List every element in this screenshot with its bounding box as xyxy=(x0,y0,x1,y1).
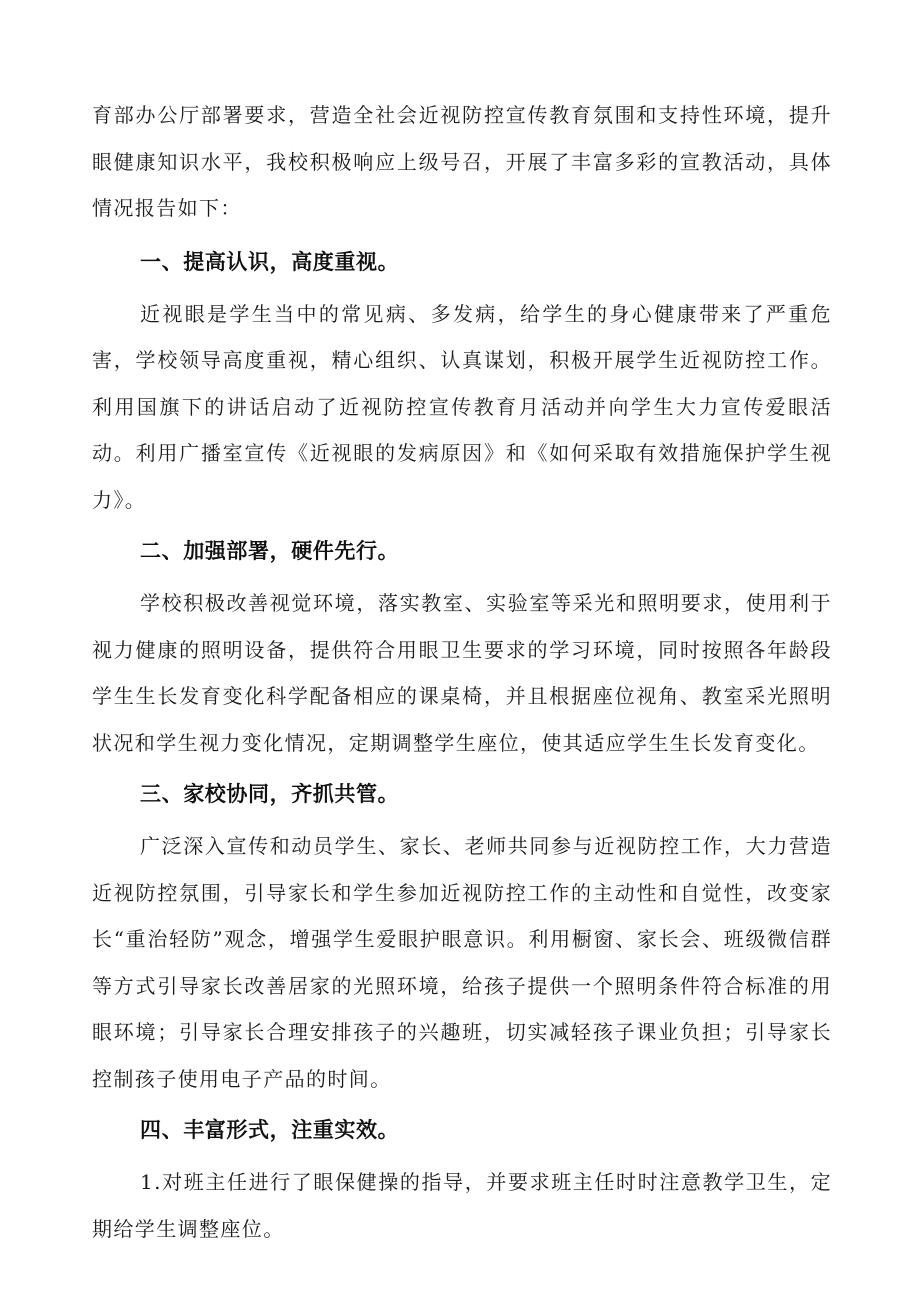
section-2-body: 学校积极改善视觉环境，落实教室、实验室等采光和照明要求，使用利于视力健康的照明设备，提供符合用眼卫生要求的学习环境，同时按照各年龄段学生生长发育变化科学配备相应的课桌椅，并且根据座位视角、教室采光照明状况和学生视力变化情况，定期调整学生座位，使其适应学生生长发育变化。 xyxy=(92,591,832,755)
section-1-body: 近视眼是学生当中的常见病、多发病，给学生的身心健康带来了严重危害，学校领导高度重视，精心组织、认真谋划，积极开展学生近视防控工作。利用国旗下的讲话启动了近视防控宣传教育月活动并向学生大力宣传爱眼活动。利用广播室宣传《近视眼的发病原因》和《如何采取有效措施保护学生视力》。 xyxy=(92,301,832,512)
section-1-heading: 一、提高认识，高度重视。 xyxy=(140,249,400,274)
section-4-item-1: 1.对班主任进行了眼保健操的指导，并要求班主任时时注意教学卫生，定期给学生调整座位。 xyxy=(92,1170,832,1241)
intro-paragraph: 育部办公厅部署要求，营造全社会近视防控宣传教育氛围和支持性环境，提升眼健康知识水平，我校积极响应上级号召，开展了丰富多彩的宣教活动，具体情况报告如下： xyxy=(92,103,832,220)
section-3-heading: 三、家校协同，齐抓共管。 xyxy=(140,782,400,806)
section-2-heading: 二、加强部署，硬件先行。 xyxy=(140,539,400,563)
section-4-heading: 四、丰富形式，注重实效。 xyxy=(140,1118,400,1142)
section-3-body: 广泛深入宣传和动员学生、家长、老师共同参与近视防控工作，大力营造近视防控氛围，引导家长和学生参加近视防控工作的主动性和自觉性，改变家长“重治轻防”观念，增强学生爱眼护眼意识。利用橱窗、家长会、班级微信群等方式引导家长改善居家的光照环境，给孩子提供一个照明条件符合标准的用眼环境；引导家长合理安排孩子的兴趣班，切实减轻孩子课业负担；引导家长控制孩子使用电子产品的时间。 xyxy=(92,834,832,1091)
document-page xyxy=(92,92,832,1252)
